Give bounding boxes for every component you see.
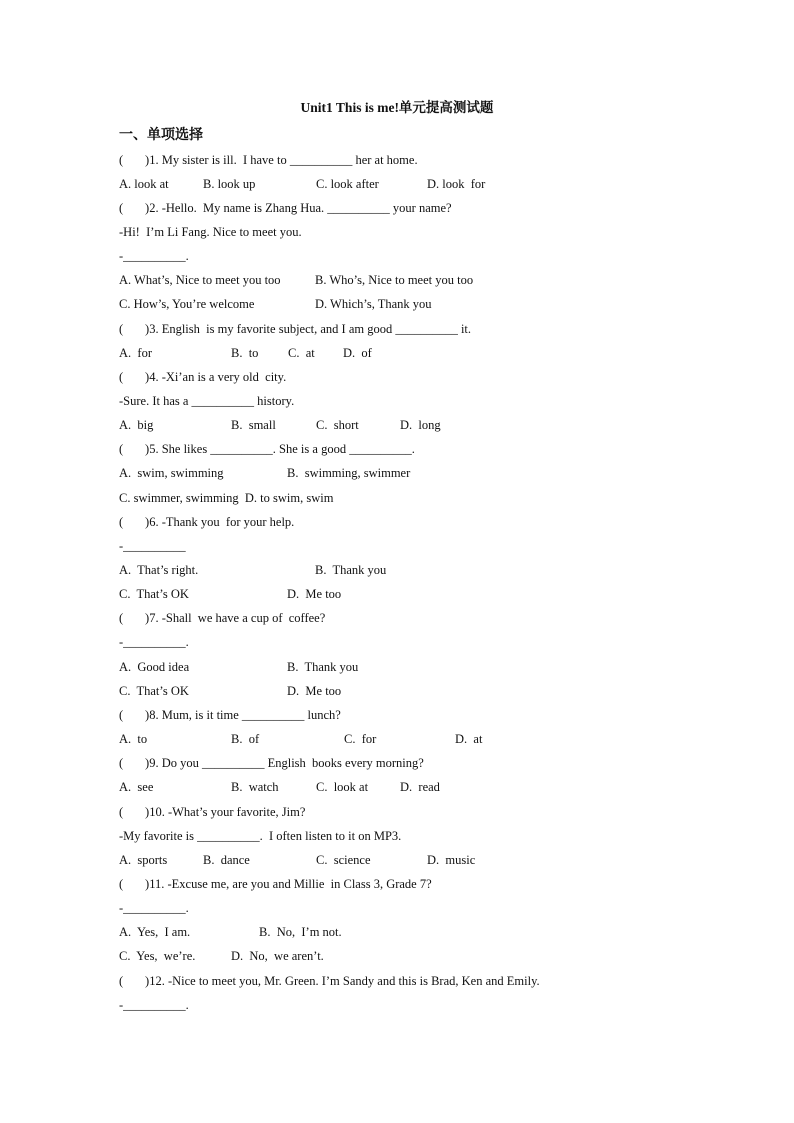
answer-option: A. Good idea [119, 660, 190, 674]
page-title: Unit1 This is me!单元提高测试题 [300, 100, 494, 115]
answer-option: C. How’s, You’re welcome [119, 297, 255, 311]
question-line: -My favorite is __________. I often listen to it on MP3. [119, 829, 402, 843]
answer-option: C. look at [316, 780, 369, 794]
question-line: ( )10. -What’s your favorite, Jim? [119, 805, 306, 819]
answer-option: A. swim, swimming [119, 466, 224, 480]
answer-option: B. swimming, swimmer [287, 466, 411, 480]
answer-option: B. Thank you [287, 660, 359, 674]
answer-option: A. That’s right. [119, 563, 199, 577]
answer-option: A. Yes, I am. [119, 925, 191, 939]
answer-option: D. at [455, 732, 483, 746]
answer-option: C. That’s OK [119, 684, 189, 698]
answer-option: A. to [119, 732, 148, 746]
question-line: ( )2. -Hello. My name is Zhang Hua. __________ your name? [119, 201, 452, 215]
answer-option: A. for [119, 346, 152, 360]
question-line: ( )6. -Thank you for your help. [119, 515, 295, 529]
answer-option: B. No, I’m not. [259, 925, 342, 939]
answer-option: C. for [344, 732, 377, 746]
answer-option: A. sports [119, 853, 168, 867]
answer-option: B. small [231, 418, 276, 432]
answer-option: C. swimmer, swimming D. to swim, swim [119, 491, 334, 505]
question-line: -__________ [119, 539, 186, 553]
question-line: -__________. [119, 249, 189, 263]
question-line: -__________. [119, 901, 189, 915]
question-line: ( )11. -Excuse me, are you and Millie in Class 3, Grade 7? [119, 877, 432, 891]
answer-option: D. of [343, 346, 372, 360]
answer-option: D. long [400, 418, 441, 432]
answer-option: C. short [316, 418, 359, 432]
answer-option: A. see [119, 780, 154, 794]
answer-option: D. Which’s, Thank you [315, 297, 432, 311]
question-line: ( )7. -Shall we have a cup of coffee? [119, 611, 326, 625]
answer-option: D. look for [427, 177, 486, 191]
answer-option: B. Who’s, Nice to meet you too [315, 273, 474, 287]
answer-option: D. No, we aren’t. [231, 949, 324, 963]
answer-option: D. read [400, 780, 440, 794]
question-line: -__________. [119, 998, 189, 1012]
question-line: ( )4. -Xi’an is a very old city. [119, 370, 287, 384]
answer-option: B. look up [203, 177, 256, 191]
answer-option: C. look after [316, 177, 379, 191]
question-line: ( )5. She likes __________. She is a good __________. [119, 442, 415, 456]
answer-option: D. Me too [287, 587, 342, 601]
answer-option: D. music [427, 853, 476, 867]
answer-option: B. watch [231, 780, 279, 794]
answer-option: B. to [231, 346, 259, 360]
answer-option: C. science [316, 853, 371, 867]
question-line: ( )1. My sister is ill. I have to __________ her at home. [119, 153, 418, 167]
answer-option: C. Yes, we’re. [119, 949, 196, 963]
question-line: ( )12. -Nice to meet you, Mr. Green. I’m Sandy and this is Brad, Ken and Emily. [119, 974, 540, 988]
answer-option: C. That’s OK [119, 587, 189, 601]
question-line: -Sure. It has a __________ history. [119, 394, 295, 408]
answer-option: C. at [288, 346, 315, 360]
answer-option: D. Me too [287, 684, 342, 698]
answer-option: A. big [119, 418, 154, 432]
question-line: ( )9. Do you __________ English books every morning? [119, 756, 424, 770]
answer-option: A. look at [119, 177, 169, 191]
answer-option: B. Thank you [315, 563, 387, 577]
question-line: ( )3. English is my favorite subject, and I am good __________ it. [119, 322, 472, 336]
question-line: ( )8. Mum, is it time __________ lunch? [119, 708, 341, 722]
answer-option: B. of [231, 732, 260, 746]
question-line: -__________. [119, 635, 189, 649]
section-heading: 一、单项选择 [119, 127, 203, 143]
answer-option: A. What’s, Nice to meet you too [119, 273, 281, 287]
answer-option: B. dance [203, 853, 250, 867]
question-line: -Hi! I’m Li Fang. Nice to meet you. [119, 225, 302, 239]
